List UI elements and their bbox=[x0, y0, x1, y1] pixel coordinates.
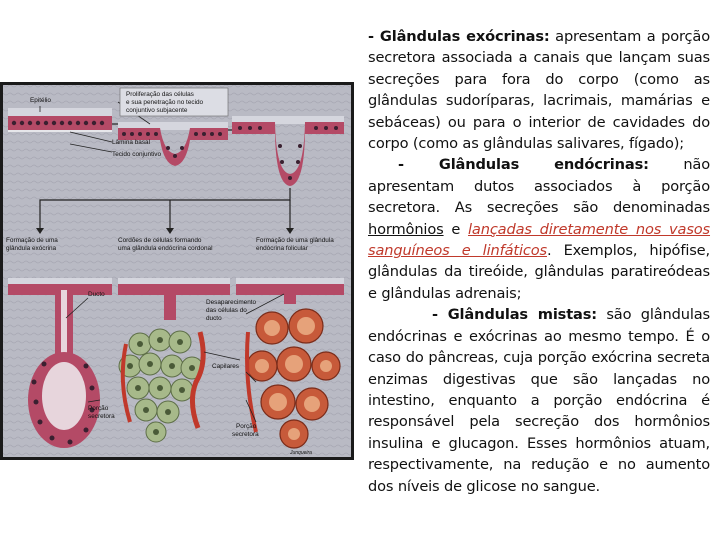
text-endocrinas-2: e bbox=[443, 220, 469, 238]
label-formacao-exocrina-2: glândula exócrina bbox=[6, 245, 57, 252]
label-cordoes-2: uma glândula endócrina cordonal bbox=[118, 245, 213, 252]
label-tecido-conjuntivo: Tecido conjuntivo bbox=[112, 151, 162, 158]
heading-exocrinas: - Glândulas exócrinas: bbox=[368, 28, 550, 45]
label-desaparecimento-3: ducto bbox=[206, 315, 222, 322]
gland-formation-figure bbox=[0, 82, 354, 460]
text-exocrinas: apresentam a porção secretora associada a canais que lançam suas secreções para fora do corpo (como as glândulas sudoríparas, lacrimais, mamárias e sebáceas) ou para o interior de cavidades do corpo (como as glândulas salivares, fígado); bbox=[368, 28, 710, 153]
label-desaparecimento-2: das células do bbox=[206, 307, 247, 314]
paragraph-mistas bbox=[368, 304, 710, 497]
heading-endocrinas: - Glândulas endócrinas: bbox=[398, 156, 649, 174]
text-highlight-vasos: lançadas diretamente nos vasos sanguíneos e linfáticos bbox=[368, 220, 711, 260]
body-text bbox=[368, 26, 710, 497]
label-formacao-exocrina-1: Formação de uma bbox=[6, 237, 58, 244]
text-endocrinas-3: . Exemplos, hipófise, glândulas da tireóide, glândulas paratireódeas e glândulas adrenais; bbox=[368, 242, 710, 302]
heading-mistas: - Glândulas mistas: bbox=[432, 306, 597, 324]
label-signature: Junqueira bbox=[290, 450, 312, 456]
label-porcao-secretora-1a: Porção bbox=[88, 405, 109, 412]
label-porcao-secretora-2a: Porção bbox=[236, 423, 257, 430]
label-formacao-endocrina-2: endócrina folicular bbox=[256, 245, 308, 252]
label-lamina-basal: Lâmina basal bbox=[112, 139, 151, 146]
label-porcao-secretora-2b: secretora bbox=[232, 431, 259, 438]
text-hormonios: hormônios bbox=[368, 220, 444, 238]
text-endocrinas-1: não apresentam dutos associados à porção secretora. As secreções são denominadas bbox=[368, 156, 710, 217]
paragraph-endocrinas bbox=[368, 154, 710, 304]
label-formacao-endocrina-1: Formação de uma glândula bbox=[256, 237, 334, 244]
label-desaparecimento-1: Desaparecimento bbox=[206, 299, 257, 306]
epithelium-top-left bbox=[8, 108, 112, 132]
label-cordoes-1: Cordões de células formando bbox=[118, 237, 202, 244]
label-epitelio: Epitélio bbox=[30, 97, 51, 104]
paragraph-exocrinas bbox=[368, 26, 710, 154]
label-ducto: Ducto bbox=[88, 291, 105, 298]
label-capilares: Capilares bbox=[212, 363, 239, 370]
text-mistas: são glândulas endócrinas e exócrinas ao mesmo tempo. É o caso do pâncreas, cuja porção exócrina secreta enzimas digestivas que são lançadas no intestino, enquanto a porção endócrina é responsável pela secreção dos hormônios insulina e glucagon. Esses hormônios atuam, respectivamente, na redução e no aumento dos níveis de glicose no sangue. bbox=[368, 306, 711, 495]
label-proliferacao-2: e sua penetração no tecido bbox=[126, 99, 204, 106]
label-porcao-secretora-1b: secretora bbox=[88, 413, 115, 420]
label-proliferacao-1: Proliferação das células bbox=[126, 91, 194, 98]
label-proliferacao-3: conjuntivo subjacente bbox=[126, 107, 188, 114]
gland-diagram bbox=[0, 82, 354, 460]
